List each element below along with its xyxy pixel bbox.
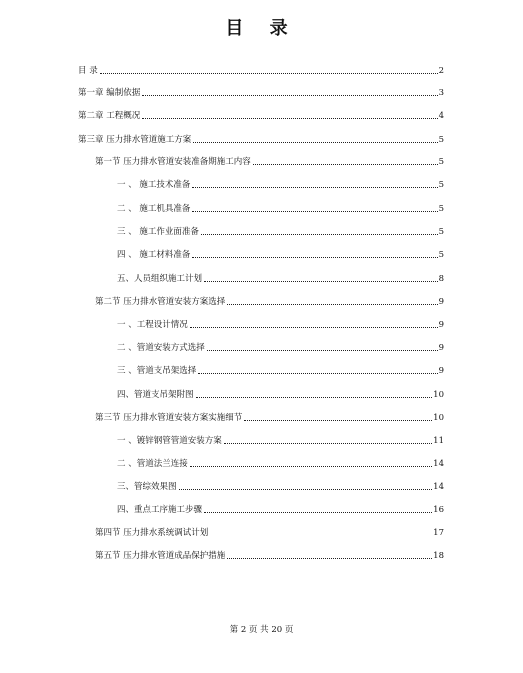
toc-page-number: 9	[438, 366, 444, 376]
toc-page-number: 14	[433, 459, 444, 469]
toc-page-number: 9	[438, 320, 444, 330]
toc-dot-leader	[253, 163, 438, 165]
toc-page-number: 5	[438, 204, 444, 214]
toc-entry[interactable]	[117, 339, 444, 353]
toc-entry-label: 四 、 施工材料准备	[117, 250, 191, 260]
page-title: 目 录	[225, 18, 298, 39]
toc-entry-label: 三 、 施工作业面准备	[117, 227, 199, 237]
toc-page-number: 5	[438, 227, 444, 237]
toc-dot-leader	[193, 141, 437, 143]
toc-dot-leader	[192, 256, 437, 258]
toc-page-number: 10	[433, 390, 444, 400]
toc-entry[interactable]	[95, 409, 444, 423]
toc-page-number: 17	[433, 528, 444, 538]
toc-dot-leader	[244, 419, 432, 421]
toc-entry-label: 二 、管道安装方式选择	[117, 343, 205, 353]
toc-entry[interactable]	[117, 362, 444, 376]
toc-page-number: 5	[438, 180, 444, 190]
toc-entry-label: 一 、镀锌钢管管道安装方案	[117, 436, 222, 446]
toc-entry-label: 第一节 压力排水管道安装准备期施工内容	[95, 157, 251, 167]
toc-entry[interactable]	[78, 131, 444, 145]
toc-page-number: 5	[438, 250, 444, 260]
toc-entry[interactable]	[117, 455, 444, 469]
toc-page-number: 18	[433, 551, 444, 561]
toc-dot-leader	[198, 372, 437, 374]
toc-entry[interactable]	[117, 478, 444, 492]
toc-dot-leader	[192, 186, 437, 188]
toc-entry-label: 第三节 压力排水管道安装方案实施细节	[95, 413, 243, 423]
toc-entry-label: 三、管综效果图	[117, 482, 177, 492]
toc-dot-leader	[227, 303, 437, 305]
toc-entry-label: 第一章 编制依据	[78, 88, 141, 98]
toc-entry[interactable]	[78, 107, 444, 121]
toc-entry[interactable]	[95, 524, 444, 538]
toc-entry-label: 四、重点工序施工步骤	[117, 505, 203, 515]
toc-entry[interactable]	[117, 386, 444, 400]
toc-entry-label: 三 、管道支吊架选择	[117, 366, 197, 376]
toc-page-number: 14	[433, 482, 444, 492]
toc-page-number: 5	[438, 157, 444, 167]
toc-page-number: 9	[438, 343, 444, 353]
toc-page-number: 10	[433, 413, 444, 423]
toc-entry-label: 一 、 施工技术准备	[117, 180, 191, 190]
toc-entry[interactable]	[117, 223, 444, 237]
toc-page-number: 8	[438, 274, 444, 284]
toc-dot-leader	[210, 535, 432, 536]
toc-page-number: 4	[438, 111, 444, 121]
toc-dot-leader	[190, 465, 432, 467]
toc-entry[interactable]	[95, 293, 444, 307]
toc-entry[interactable]	[117, 176, 444, 190]
toc-dot-leader	[204, 511, 432, 513]
toc-entry-label: 二 、管道法兰连接	[117, 459, 188, 469]
toc-entry-label: 第二章 工程概况	[78, 111, 141, 121]
toc-entry-label: 四、管道支吊架附图	[117, 390, 194, 400]
toc-entry-label: 第五节 压力排水管道成品保护措施	[95, 551, 226, 561]
toc-page-number: 9	[438, 297, 444, 307]
toc-entry-label: 第三章 压力排水管道施工方案	[78, 135, 192, 145]
toc-entry[interactable]	[78, 62, 444, 76]
toc-page-number: 5	[438, 135, 444, 145]
toc-dot-leader	[227, 557, 432, 559]
toc-entry-label: 第二节 压力排水管道安装方案选择	[95, 297, 226, 307]
toc-dot-leader	[204, 280, 438, 282]
toc-dot-leader	[207, 349, 438, 351]
toc-entry[interactable]	[95, 153, 444, 167]
toc-entry[interactable]	[117, 246, 444, 260]
toc-entry-label: 五、人员组织施工计划	[117, 274, 203, 284]
page-footer: 第 2 页 共 20 页	[229, 625, 294, 635]
toc-dot-leader	[192, 210, 437, 212]
toc-entry[interactable]	[117, 270, 444, 284]
toc-page-number: 3	[438, 88, 444, 98]
toc-entry[interactable]	[117, 316, 444, 330]
toc-entry-label: 二 、 施工机具准备	[117, 204, 191, 214]
toc-page-number: 2	[438, 66, 444, 76]
toc-entry-label: 一 、工程设计情况	[117, 320, 188, 330]
toc-dot-leader	[100, 72, 438, 74]
toc-page-number: 11	[433, 436, 444, 446]
toc-dot-leader	[196, 396, 433, 398]
toc-entry-label: 目 录	[78, 66, 98, 76]
toc-entry-label: 第四节 压力排水系统调试计划	[95, 528, 209, 538]
toc-dot-leader	[201, 233, 438, 235]
toc-entry[interactable]	[117, 501, 444, 515]
toc-dot-leader	[190, 326, 438, 328]
toc-dot-leader	[179, 488, 433, 490]
toc-dot-leader	[142, 117, 437, 119]
toc-dot-leader	[142, 94, 437, 96]
toc-entry[interactable]	[117, 200, 444, 214]
toc-dot-leader	[224, 442, 432, 444]
toc-page-number: 16	[433, 505, 444, 515]
toc-entry[interactable]	[95, 547, 444, 561]
toc-entry[interactable]	[117, 432, 444, 446]
toc-entry[interactable]	[78, 84, 444, 98]
